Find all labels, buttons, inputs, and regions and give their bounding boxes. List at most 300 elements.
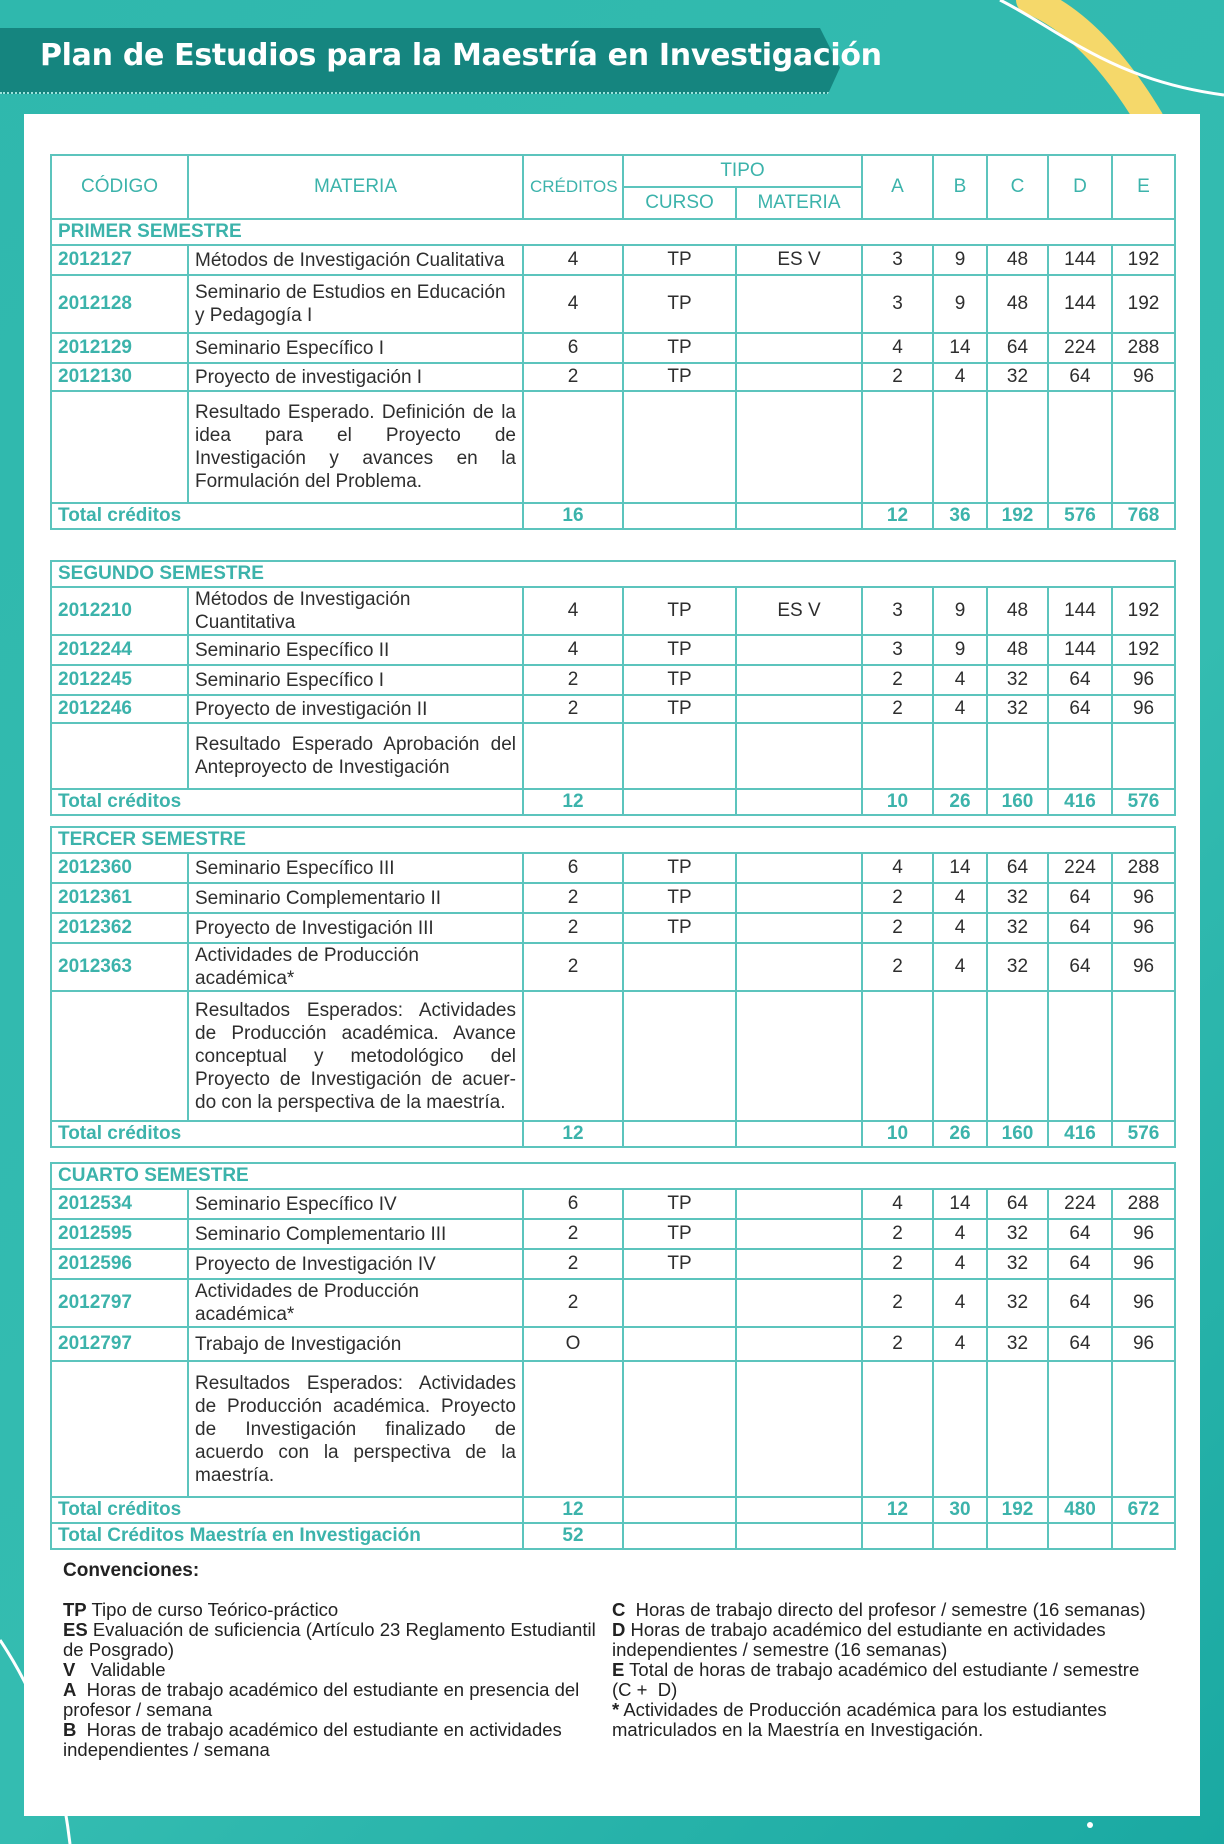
total-d: 576 (1048, 503, 1112, 529)
empty-cell (623, 503, 736, 529)
convention-item (63, 1620, 601, 1660)
table-row (51, 943, 1175, 991)
hours-d: 64 (1048, 943, 1112, 991)
empty-cell (933, 723, 987, 789)
hours-d: 64 (1048, 665, 1112, 695)
total-c: 192 (987, 1497, 1048, 1523)
hours-b: 4 (933, 913, 987, 943)
header-tipo: TIPO (623, 155, 862, 187)
table-row (51, 245, 1175, 275)
header-codigo: CÓDIGO (51, 155, 188, 219)
hours-c: 64 (987, 853, 1048, 883)
hours-d: 144 (1048, 275, 1112, 333)
expected-result: Resultado Esperado. Definición de la idea para el Proyecto de Investigación y avances en la Formulación del Problema. (188, 391, 523, 503)
grand-total-row (51, 1523, 1175, 1549)
course-evaluation (736, 1327, 862, 1361)
course-code: 2012596 (51, 1249, 188, 1279)
convention-item (612, 1700, 1152, 1740)
total-b: 36 (933, 503, 987, 529)
course-type: TP (623, 275, 736, 333)
hours-b: 14 (933, 333, 987, 363)
hours-a: 2 (862, 363, 933, 391)
empty-cell (1048, 1523, 1112, 1549)
empty-cell (51, 391, 188, 503)
hours-e: 192 (1112, 245, 1175, 275)
hours-d: 64 (1048, 1327, 1112, 1361)
semester-table (50, 1162, 1176, 1550)
convention-key: C (612, 1599, 626, 1620)
course-name: Proyecto de investigación I (188, 363, 523, 391)
hours-c: 32 (987, 913, 1048, 943)
table-row (51, 1279, 1175, 1327)
empty-cell (623, 391, 736, 503)
table-row (51, 635, 1175, 665)
total-credits: 12 (523, 789, 623, 815)
empty-cell (736, 991, 862, 1121)
grand-total-credits: 52 (523, 1523, 623, 1549)
hours-c: 48 (987, 245, 1048, 275)
table-row (51, 913, 1175, 943)
total-a: 10 (862, 1121, 933, 1147)
course-credits: 2 (523, 1219, 623, 1249)
hours-d: 64 (1048, 1219, 1112, 1249)
convention-text: Tipo de curso Teórico-práctico (86, 1599, 339, 1620)
total-row (51, 1121, 1175, 1147)
convention-text: Horas de trabajo académico del estudiante en presencia del profesor / semana (63, 1679, 585, 1720)
hours-e: 192 (1112, 275, 1175, 333)
hours-c: 64 (987, 333, 1048, 363)
course-name: Métodos de Investigación Cuantitativa (188, 587, 523, 635)
table-row (51, 333, 1175, 363)
hours-a: 2 (862, 665, 933, 695)
course-credits: 4 (523, 587, 623, 635)
total-label: Total créditos (51, 1497, 523, 1523)
course-credits: 4 (523, 275, 623, 333)
total-d: 416 (1048, 1121, 1112, 1147)
empty-cell (1048, 391, 1112, 503)
convention-item (63, 1680, 601, 1720)
course-name: Seminario Específico I (188, 665, 523, 695)
empty-cell (623, 1361, 736, 1497)
empty-cell (862, 1361, 933, 1497)
course-type: TP (623, 1219, 736, 1249)
empty-cell (523, 723, 623, 789)
empty-cell (862, 1523, 933, 1549)
course-type: TP (623, 1249, 736, 1279)
convention-key: A (63, 1679, 77, 1700)
semester-title: TERCER SEMESTRE (51, 827, 1175, 853)
hours-b: 4 (933, 363, 987, 391)
convention-item (63, 1660, 601, 1680)
total-e: 768 (1112, 503, 1175, 529)
table-row (51, 1249, 1175, 1279)
hours-a: 2 (862, 883, 933, 913)
empty-cell (987, 1523, 1048, 1549)
empty-cell (523, 391, 623, 503)
total-credits: 12 (523, 1497, 623, 1523)
hours-c: 48 (987, 275, 1048, 333)
course-code: 2012595 (51, 1219, 188, 1249)
course-evaluation (736, 275, 862, 333)
course-type (623, 1279, 736, 1327)
total-row (51, 1497, 1175, 1523)
course-code: 2012361 (51, 883, 188, 913)
conventions-left (63, 1600, 601, 1760)
empty-cell (623, 1121, 736, 1147)
table-row (51, 853, 1175, 883)
hours-d: 144 (1048, 245, 1112, 275)
total-label: Total créditos (51, 789, 523, 815)
empty-cell (523, 991, 623, 1121)
course-code: 2012244 (51, 635, 188, 665)
empty-cell (1048, 1361, 1112, 1497)
empty-cell (523, 1361, 623, 1497)
total-credits: 16 (523, 503, 623, 529)
hours-c: 32 (987, 1327, 1048, 1361)
hours-c: 32 (987, 943, 1048, 991)
hours-e: 192 (1112, 587, 1175, 635)
empty-cell (862, 991, 933, 1121)
header-materia: MATERIA (188, 155, 523, 219)
convention-key: E (612, 1659, 625, 1680)
header-table (50, 154, 1176, 220)
empty-cell (1048, 991, 1112, 1121)
empty-cell (933, 391, 987, 503)
total-c: 192 (987, 503, 1048, 529)
course-type (623, 943, 736, 991)
course-type: TP (623, 1189, 736, 1219)
hours-e: 96 (1112, 695, 1175, 723)
convention-key: V (63, 1659, 76, 1680)
empty-cell (51, 723, 188, 789)
hours-b: 4 (933, 665, 987, 695)
hours-b: 9 (933, 635, 987, 665)
header-b: B (933, 155, 987, 219)
hours-b: 9 (933, 245, 987, 275)
hours-c: 32 (987, 665, 1048, 695)
hours-e: 288 (1112, 333, 1175, 363)
course-evaluation: ES V (736, 245, 862, 275)
course-credits: 2 (523, 1279, 623, 1327)
grand-total-label: Total Créditos Maestría en Investigación (51, 1523, 523, 1549)
course-code: 2012246 (51, 695, 188, 723)
hours-a: 4 (862, 853, 933, 883)
convention-key: ES (63, 1619, 88, 1640)
header-creditos: CRÉDITOS (523, 155, 623, 219)
total-e: 672 (1112, 1497, 1175, 1523)
course-type: TP (623, 665, 736, 695)
table-row (51, 363, 1175, 391)
hours-a: 3 (862, 245, 933, 275)
empty-cell (736, 1361, 862, 1497)
total-d: 416 (1048, 789, 1112, 815)
empty-cell (736, 789, 862, 815)
course-evaluation (736, 665, 862, 695)
empty-cell (933, 1361, 987, 1497)
hours-b: 14 (933, 853, 987, 883)
course-code: 2012797 (51, 1327, 188, 1361)
empty-cell (736, 1121, 862, 1147)
convention-item (612, 1600, 1152, 1620)
hours-b: 4 (933, 883, 987, 913)
course-type: TP (623, 245, 736, 275)
course-credits: 4 (523, 635, 623, 665)
expected-result-row (51, 1361, 1175, 1497)
hours-d: 144 (1048, 587, 1112, 635)
course-evaluation (736, 913, 862, 943)
semester-table (50, 826, 1176, 1148)
hours-a: 2 (862, 913, 933, 943)
hours-c: 32 (987, 1279, 1048, 1327)
convention-item (612, 1620, 1152, 1660)
hours-e: 96 (1112, 1219, 1175, 1249)
total-a: 12 (862, 1497, 933, 1523)
hours-c: 64 (987, 1189, 1048, 1219)
course-code: 2012534 (51, 1189, 188, 1219)
course-code: 2012362 (51, 913, 188, 943)
table-row (51, 1219, 1175, 1249)
total-c: 160 (987, 789, 1048, 815)
course-type: TP (623, 853, 736, 883)
course-credits: 2 (523, 665, 623, 695)
total-d: 480 (1048, 1497, 1112, 1523)
convention-text: Total de horas de trabajo académico del estudiante / semestre (C + D) (612, 1659, 1145, 1700)
course-credits: 2 (523, 943, 623, 991)
course-code: 2012360 (51, 853, 188, 883)
hours-e: 96 (1112, 883, 1175, 913)
convention-key: TP (63, 1599, 87, 1620)
convention-text: Horas de trabajo académico del estudiante en actividades independientes / semestre (16 semanas) (612, 1619, 1111, 1660)
table-row (51, 883, 1175, 913)
course-name: Métodos de Investigación Cualitativa (188, 245, 523, 275)
empty-cell (623, 1497, 736, 1523)
hours-b: 4 (933, 1219, 987, 1249)
course-name: Seminario Específico I (188, 333, 523, 363)
course-code: 2012797 (51, 1279, 188, 1327)
course-evaluation (736, 635, 862, 665)
hours-d: 64 (1048, 1279, 1112, 1327)
course-evaluation (736, 883, 862, 913)
hours-d: 224 (1048, 853, 1112, 883)
hours-e: 96 (1112, 1249, 1175, 1279)
hours-e: 192 (1112, 635, 1175, 665)
empty-cell (736, 1523, 862, 1549)
course-evaluation (736, 1189, 862, 1219)
course-evaluation (736, 943, 862, 991)
hours-e: 96 (1112, 1279, 1175, 1327)
course-type: TP (623, 587, 736, 635)
course-name: Proyecto de Investigación IV (188, 1249, 523, 1279)
course-name: Proyecto de investigación II (188, 695, 523, 723)
hours-a: 2 (862, 1249, 933, 1279)
total-b: 26 (933, 1121, 987, 1147)
convention-item (612, 1660, 1152, 1700)
total-c: 160 (987, 1121, 1048, 1147)
empty-cell (623, 1523, 736, 1549)
hours-c: 48 (987, 635, 1048, 665)
empty-cell (987, 1361, 1048, 1497)
course-name: Seminario Específico III (188, 853, 523, 883)
course-type: TP (623, 635, 736, 665)
empty-cell (987, 723, 1048, 789)
course-credits: 6 (523, 853, 623, 883)
hours-a: 4 (862, 1189, 933, 1219)
empty-cell (933, 1523, 987, 1549)
course-name: Seminario de Estudios en Educación y Pedagogía I (188, 275, 523, 333)
course-evaluation (736, 853, 862, 883)
total-e: 576 (1112, 1121, 1175, 1147)
expected-result: Resultados Esperados: Actividades de Producción académica. Avance conceptual y metodológico del Proyecto de Investigación de acuer-do con la perspectiva de la maestría. (188, 991, 523, 1121)
semester-table (50, 218, 1176, 530)
semester-title: PRIMER SEMESTRE (51, 219, 1175, 245)
semester-title: CUARTO SEMESTRE (51, 1163, 1175, 1189)
hours-e: 288 (1112, 1189, 1175, 1219)
total-a: 12 (862, 503, 933, 529)
convention-key: D (612, 1619, 626, 1640)
course-type: TP (623, 333, 736, 363)
hours-e: 96 (1112, 363, 1175, 391)
course-code: 2012130 (51, 363, 188, 391)
hours-a: 2 (862, 1219, 933, 1249)
hours-a: 2 (862, 1279, 933, 1327)
hours-a: 3 (862, 635, 933, 665)
expected-result-row (51, 391, 1175, 503)
empty-cell (1048, 723, 1112, 789)
expected-result-row (51, 991, 1175, 1121)
course-credits: 6 (523, 333, 623, 363)
semester-table (50, 560, 1176, 816)
hours-e: 96 (1112, 913, 1175, 943)
course-evaluation (736, 1249, 862, 1279)
table-row (51, 695, 1175, 723)
conventions-right (612, 1600, 1152, 1740)
table-row (51, 587, 1175, 635)
empty-cell (1112, 723, 1175, 789)
hours-c: 32 (987, 1219, 1048, 1249)
hours-a: 2 (862, 943, 933, 991)
course-credits: 2 (523, 913, 623, 943)
total-e: 576 (1112, 789, 1175, 815)
total-b: 30 (933, 1497, 987, 1523)
hours-d: 64 (1048, 695, 1112, 723)
course-credits: 4 (523, 245, 623, 275)
expected-result: Resultado Esperado Aprobación del Anteproyecto de Investigación (188, 723, 523, 789)
total-b: 26 (933, 789, 987, 815)
empty-cell (51, 991, 188, 1121)
empty-cell (623, 991, 736, 1121)
course-type: TP (623, 363, 736, 391)
empty-cell (623, 723, 736, 789)
course-evaluation (736, 695, 862, 723)
hours-d: 144 (1048, 635, 1112, 665)
hours-b: 4 (933, 1279, 987, 1327)
total-label: Total créditos (51, 503, 523, 529)
header-materia-tipo: MATERIA (736, 187, 862, 219)
hours-d: 64 (1048, 363, 1112, 391)
empty-cell (51, 1361, 188, 1497)
hours-b: 14 (933, 1189, 987, 1219)
header-a: A (862, 155, 933, 219)
empty-cell (736, 391, 862, 503)
course-name: Proyecto de Investigación III (188, 913, 523, 943)
course-code: 2012128 (51, 275, 188, 333)
table-row (51, 275, 1175, 333)
hours-b: 4 (933, 695, 987, 723)
empty-cell (987, 991, 1048, 1121)
course-credits: 2 (523, 695, 623, 723)
course-name: Seminario Específico II (188, 635, 523, 665)
header-c: C (987, 155, 1048, 219)
hours-b: 9 (933, 587, 987, 635)
header-curso: CURSO (623, 187, 736, 219)
hours-b: 4 (933, 1249, 987, 1279)
hours-c: 48 (987, 587, 1048, 635)
course-credits: O (523, 1327, 623, 1361)
convention-key: B (63, 1719, 77, 1740)
hours-e: 96 (1112, 665, 1175, 695)
hours-e: 288 (1112, 853, 1175, 883)
empty-cell (736, 1497, 862, 1523)
hours-a: 3 (862, 275, 933, 333)
hours-d: 224 (1048, 333, 1112, 363)
empty-cell (736, 723, 862, 789)
hours-d: 64 (1048, 883, 1112, 913)
course-evaluation (736, 1279, 862, 1327)
empty-cell (1112, 1361, 1175, 1497)
convention-text: Actividades de Producción académica para los estudiantes matriculados en la Maestría en Investigación. (612, 1699, 1112, 1740)
empty-cell (623, 789, 736, 815)
course-type: TP (623, 913, 736, 943)
semester-title: SEGUNDO SEMESTRE (51, 561, 1175, 587)
empty-cell (1112, 391, 1175, 503)
header-e: E (1112, 155, 1175, 219)
convention-text: Evaluación de suficiencia (Artículo 23 Reglamento Estudiantil de Posgrado) (63, 1619, 601, 1660)
convention-text: Validable (75, 1659, 166, 1680)
course-evaluation (736, 333, 862, 363)
course-credits: 2 (523, 1249, 623, 1279)
empty-cell (862, 391, 933, 503)
table-row (51, 1327, 1175, 1361)
course-type (623, 1327, 736, 1361)
course-evaluation: ES V (736, 587, 862, 635)
empty-cell (736, 503, 862, 529)
course-evaluation (736, 1219, 862, 1249)
expected-result: Resultados Esperados: Actividades de Producción académica. Proyecto de Investigación finalizado de acuerdo con la perspectiva de la maestría. (188, 1361, 523, 1497)
hours-d: 64 (1048, 1249, 1112, 1279)
course-code: 2012129 (51, 333, 188, 363)
total-row (51, 789, 1175, 815)
table-row (51, 1189, 1175, 1219)
course-name: Actividades de Producción académica* (188, 943, 523, 991)
hours-e: 96 (1112, 943, 1175, 991)
course-type: TP (623, 883, 736, 913)
course-name: Seminario Específico IV (188, 1189, 523, 1219)
total-a: 10 (862, 789, 933, 815)
header-d: D (1048, 155, 1112, 219)
empty-cell (862, 723, 933, 789)
course-name: Actividades de Producción académica* (188, 1279, 523, 1327)
empty-cell (1112, 991, 1175, 1121)
hours-a: 2 (862, 1327, 933, 1361)
hours-b: 9 (933, 275, 987, 333)
hours-a: 4 (862, 333, 933, 363)
course-name: Seminario Complementario III (188, 1219, 523, 1249)
course-code: 2012245 (51, 665, 188, 695)
course-credits: 2 (523, 883, 623, 913)
expected-result-row (51, 723, 1175, 789)
table-row (51, 665, 1175, 695)
empty-cell (987, 391, 1048, 503)
